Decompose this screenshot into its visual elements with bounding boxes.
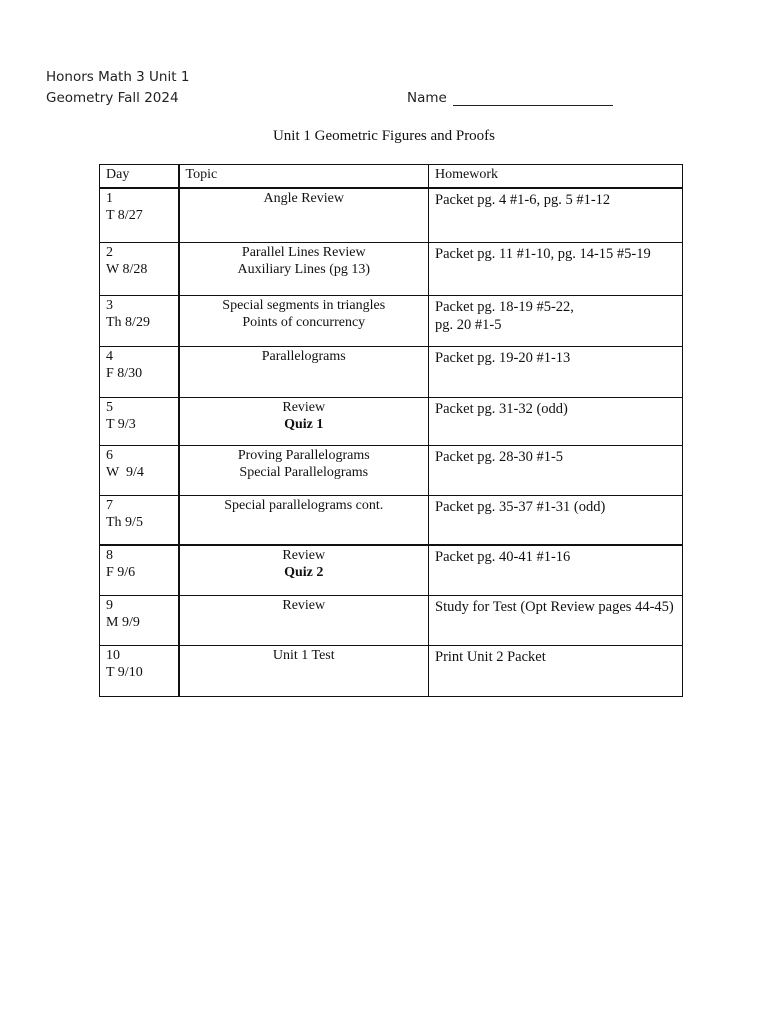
column-header-day: Day [100,165,179,189]
column-header-topic: Topic [179,165,429,189]
day-date: W 9/4 [106,464,144,480]
day-cell [100,545,179,595]
term-title: Geometry Fall 2024 [46,90,179,106]
day-cell [100,346,179,397]
homework-cell: Packet pg. 4 #1-6, pg. 5 #1-12 [429,188,683,242]
homework-line: pg. 20 #1-5 [435,316,502,333]
day-number: 10 [106,647,120,663]
quiz-label: Quiz 2 [284,565,324,580]
name-field [407,88,613,109]
day-number: 9 [106,597,113,613]
topic-cell [179,346,429,397]
day-date: Th 9/5 [106,514,143,530]
topic-cell [179,495,429,545]
topic-line: Parallelograms [261,348,346,364]
day-cell [100,495,179,545]
day-date: T 8/27 [106,208,143,223]
topic-line: Review [282,597,326,613]
table-row [100,242,683,295]
day-date: Th 8/29 [106,314,150,330]
homework-cell: Packet pg. 19-20 #1-13 [429,346,683,397]
homework-cell: Packet pg. 35-37 #1-31 (odd) [429,495,683,545]
day-number: 8 [106,548,113,563]
table-row [100,595,683,645]
homework-cell: Packet pg. 31-32 (odd) [429,397,683,445]
day-cell [100,295,179,346]
table-row [100,295,683,346]
day-date: F 8/30 [106,365,143,381]
table-row [100,346,683,397]
topic-line: Review [282,399,326,415]
table-row [100,445,683,495]
day-date: F 9/6 [106,565,136,580]
day-cell [100,397,179,445]
day-number: 5 [106,399,113,415]
table-row [100,495,683,545]
day-number: 3 [106,297,113,313]
name-label: Name [407,90,447,106]
topic-line: Special segments in triangles [222,297,386,313]
document-title: Unit 1 Geometric Figures and Proofs [272,128,496,144]
homework-cell: Packet pg. 40-41 #1-16 [429,545,683,595]
day-cell [100,188,179,242]
schedule-table [99,164,683,697]
day-number: 4 [106,348,113,364]
homework-cell: Print Unit 2 Packet [429,645,683,696]
day-cell [100,242,179,295]
homework-cell: Packet pg. 28-30 #1-5 [429,445,683,495]
table-row [100,397,683,445]
topic-line: Unit 1 Test [272,647,335,663]
topic-cell [179,545,429,595]
day-cell [100,645,179,696]
homework-cell: Packet pg. 11 #1-10, pg. 14-15 #5-19 [429,242,683,295]
topic-line: Special parallelograms cont. [224,497,384,513]
table-row [100,645,683,696]
day-cell [100,445,179,495]
topic-cell [179,397,429,445]
day-date: W 8/28 [106,261,148,277]
table-row [100,545,683,595]
topic-cell [179,595,429,645]
table-header-row [100,165,683,189]
topic-line: Angle Review [263,191,344,206]
topic-cell [179,242,429,295]
day-number: 6 [106,447,113,463]
topic-line: Special Parallelograms [239,464,369,480]
homework-cell: Study for Test (Opt Review pages 44-45) [429,595,683,645]
quiz-label: Quiz 1 [284,416,324,432]
day-number: 7 [106,497,113,513]
course-title: Honors Math 3 Unit 1 [46,69,190,85]
topic-line: Parallel Lines Review [241,244,366,260]
topic-line: Auxiliary Lines (pg 13) [237,261,371,277]
day-number: 2 [106,244,113,260]
topic-line: Review [282,548,326,563]
column-header-homework: Homework [429,165,683,189]
day-date: T 9/3 [106,416,136,432]
topic-cell [179,295,429,346]
topic-line: Proving Parallelograms [237,447,370,463]
name-blank-line [453,91,613,106]
header-left [46,67,189,109]
topic-cell [179,188,429,242]
homework-line: Packet pg. 18-19 #5-22, [435,298,574,315]
day-date: T 9/10 [106,664,143,680]
topic-cell [179,445,429,495]
day-date: M 9/9 [106,614,140,630]
topic-cell [179,645,429,696]
day-number: 1 [106,191,113,206]
table-row [100,188,683,242]
topic-line: Points of concurrency [242,314,366,330]
homework-cell [429,295,683,346]
day-cell [100,595,179,645]
